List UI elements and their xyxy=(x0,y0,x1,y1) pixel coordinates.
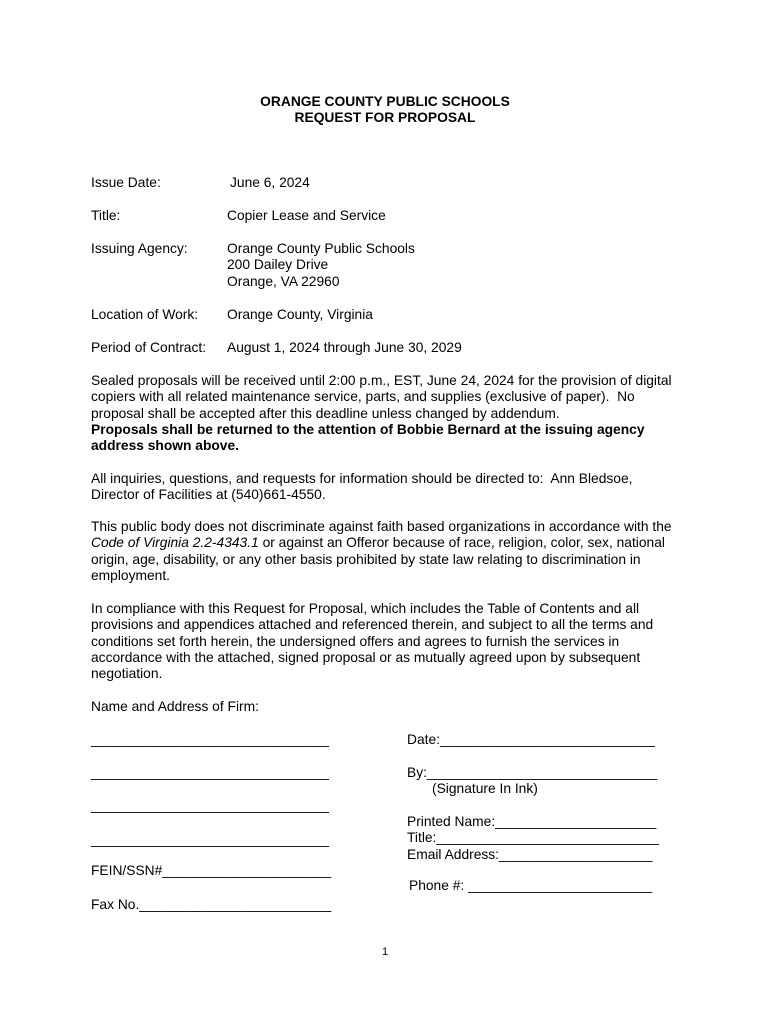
nondiscrimination-paragraph xyxy=(91,519,672,584)
paragraph-line: This public body does not discriminate against faith based organizations in accordance with the xyxy=(91,519,672,534)
issue-date-label xyxy=(91,175,161,191)
fax-field xyxy=(91,897,331,913)
signature-note xyxy=(432,781,538,797)
document-header xyxy=(0,94,770,127)
agency-name: Orange County Public Schools xyxy=(227,241,415,256)
submission-notice-paragraph xyxy=(91,373,672,454)
paragraph-line: Director of Facilities at (540)661-4550. xyxy=(91,487,326,503)
phone-field xyxy=(409,878,652,894)
paragraph-line: negotiation. xyxy=(91,666,163,682)
period-of-contract-label-text: Period of Contract: xyxy=(91,340,207,355)
title-label xyxy=(91,208,120,224)
issuing-agency-label-text: Issuing Agency: xyxy=(91,241,188,256)
signature-by-field xyxy=(407,765,657,781)
printed-name-field xyxy=(407,814,656,830)
paragraph-line: origin, age, disability, or any other basis prohibited by state law relating to discrimination in xyxy=(91,551,641,567)
location-of-work-value-text: Orange County, Virginia xyxy=(227,307,373,322)
date-field xyxy=(407,732,655,748)
page-number xyxy=(0,945,770,959)
phone-text: Phone #: ________________________ xyxy=(409,878,653,893)
location-of-work-label xyxy=(91,307,198,323)
agency-city-state-zip: Orange, VA 22960 xyxy=(227,273,340,289)
inquiries-paragraph xyxy=(91,471,632,504)
location-of-work-value xyxy=(227,307,373,323)
period-of-contract-label xyxy=(91,340,206,356)
issue-date-label-text: Issue Date: xyxy=(91,175,161,190)
title-value xyxy=(227,208,386,224)
issue-date-value xyxy=(230,175,310,191)
agency-street: 200 Dailey Drive xyxy=(227,257,329,273)
firm-address-blank xyxy=(91,832,329,848)
signer-title-field xyxy=(407,830,659,846)
paragraph-line: accordance with the attached, signed proposal or as mutually agreed upon by subsequent xyxy=(91,649,641,665)
fein-ssn-text: FEIN/SSN#______________________ xyxy=(91,863,332,878)
issuing-agency-label xyxy=(91,241,188,257)
paragraph-line: proposal shall be accepted after this deadline unless changed by addendum. xyxy=(91,405,560,421)
paragraph-line: conditions set forth herein, the undersigned offers and agrees to furnish the services in xyxy=(91,633,620,649)
blank-line: _______________________________ xyxy=(91,765,329,780)
title-value-text: Copier Lease and Service xyxy=(227,208,386,223)
paragraph-line-rest: or against an Offeror because of race, religion, color, sex, national xyxy=(258,535,665,551)
firm-heading-text: Name and Address of Firm: xyxy=(91,699,259,714)
location-of-work-label-text: Location of Work: xyxy=(91,307,199,322)
issue-date-value-text: June 6, 2024 xyxy=(230,175,310,190)
page-number-text: 1 xyxy=(381,946,389,958)
firm-address-blank xyxy=(91,732,329,748)
paragraph-line: All inquiries, questions, and requests for information should be directed to: Ann Bledsoe, xyxy=(91,471,633,486)
organization-name: ORANGE COUNTY PUBLIC SCHOOLS xyxy=(260,94,510,109)
document-title: REQUEST FOR PROPOSAL xyxy=(294,110,476,126)
printed-name-text: Printed Name:_____________________ xyxy=(407,814,657,829)
firm-heading xyxy=(91,699,259,715)
firm-address-blank xyxy=(91,765,329,781)
blank-line: _______________________________ xyxy=(91,732,329,747)
blank-line: _______________________________ xyxy=(91,798,329,813)
signature-by-text: By:______________________________ xyxy=(407,765,658,780)
issuing-agency-address xyxy=(227,241,415,290)
paragraph-line: copiers with all related maintenance service, parts, and supplies (exclusive of paper). No xyxy=(91,389,635,405)
firm-address-blank xyxy=(91,798,329,814)
paragraph-line: employment. xyxy=(91,567,170,583)
signature-note-text: (Signature In Ink) xyxy=(432,781,538,796)
title-label-text: Title: xyxy=(91,208,121,223)
code-citation: Code of Virginia 2.2-4343.1 xyxy=(91,535,259,551)
period-of-contract-value xyxy=(227,340,462,356)
paragraph-line: Sealed proposals will be received until 2:00 p.m., EST, June 24, 2024 for the provision of digital xyxy=(91,373,672,388)
email-address-text: Email Address:____________________ xyxy=(407,847,653,862)
period-of-contract-value-text: August 1, 2024 through June 30, 2029 xyxy=(227,340,462,355)
paragraph-line: provisions and appendices attached and referenced therein, and subject to all the terms and xyxy=(91,617,654,633)
return-instructions-line: Proposals shall be returned to the attention of Bobbie Bernard at the issuing agency xyxy=(91,421,645,437)
return-instructions-line: address shown above. xyxy=(91,438,239,454)
date-text: Date:____________________________ xyxy=(407,732,655,747)
email-address-field xyxy=(407,847,652,863)
compliance-paragraph xyxy=(91,601,653,682)
blank-line: _______________________________ xyxy=(91,832,329,847)
paragraph-line xyxy=(91,535,672,551)
signer-title-text: Title:_____________________________ xyxy=(407,830,659,845)
fax-text: Fax No._________________________ xyxy=(91,897,332,912)
paragraph-line: In compliance with this Request for Proposal, which includes the Table of Contents and all xyxy=(91,601,640,616)
fein-ssn-field xyxy=(91,863,331,879)
